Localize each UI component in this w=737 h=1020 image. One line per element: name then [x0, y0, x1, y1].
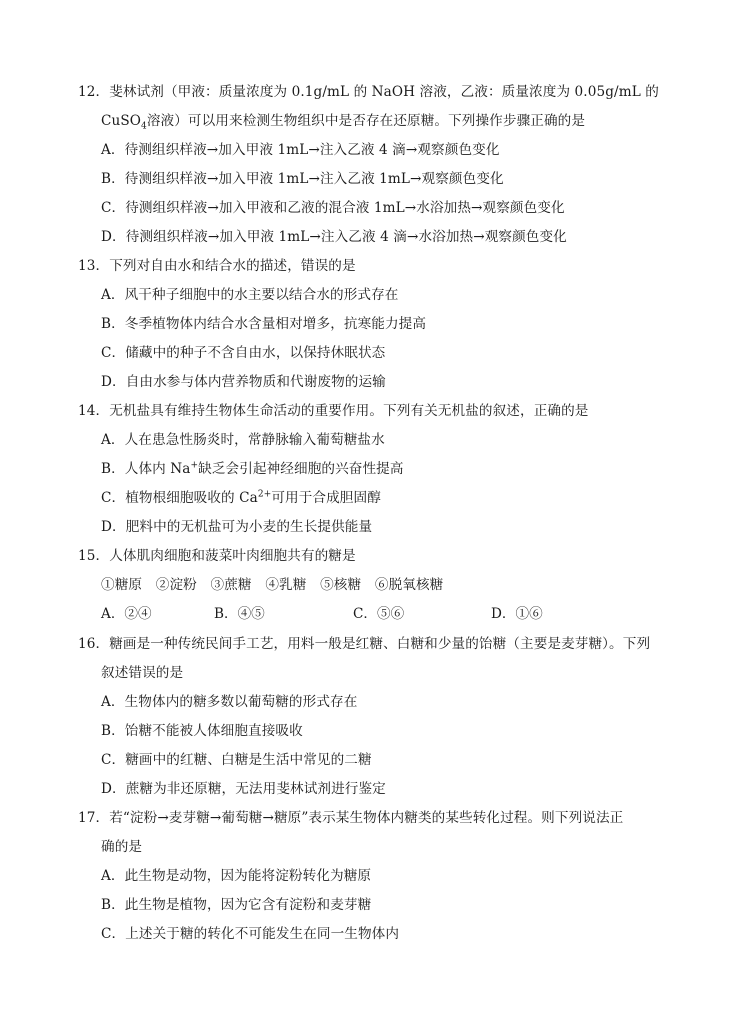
q16-option-d: D．蔗糖为非还原糖，无法用斐林试剂进行鉴定: [101, 781, 386, 797]
q16-option-a: A．生物体内的糖多数以葡萄糖的形式存在: [101, 694, 358, 710]
q12-stem-line2: CuSO$_4$溶液）可以用来检测生物组织中是否存在还原糖。下列操作步骤正确的是: [101, 113, 586, 132]
q12-option-c: C．待测组织样液→加入甲液和乙液的混合液 1mL→水浴加热→观察颜色变化: [101, 200, 565, 216]
q12-option-b: B．待测组织样液→加入甲液 1mL→注入乙液 1mL→观察颜色变化: [101, 171, 504, 187]
q14-option-a: A．人在患急性肠炎时，常静脉输入葡萄糖盐水: [101, 432, 385, 448]
q16-option-b: B．饴糖不能被人体细胞直接吸收: [101, 723, 303, 739]
q14-option-b: B．人体内 Na+缺乏会引起神经细胞的兴奋性提高: [101, 460, 404, 477]
q13-option-d: D．自由水参与体内营养物质和代谢废物的运输: [101, 374, 386, 390]
q15-stem: 15．人体肌肉细胞和菠菜叶肉细胞共有的糖是: [78, 548, 356, 564]
q14-stem: 14．无机盐具有维持生物体生命活动的重要作用。下列有关无机盐的叙述，正确的是: [78, 403, 589, 419]
q14-option-d: D．肥料中的无机盐可为小麦的生长提供能量: [101, 519, 373, 535]
q15-option-a: A．②④: [101, 606, 152, 622]
q17-option-a: A．此生物是动物，因为能将淀粉转化为糖原: [101, 868, 372, 884]
q12-stem-line1: 12．斐林试剂（甲液：质量浓度为 0.1g/mL 的 NaOH 溶液，乙液：质量浓度为 0.05g/mL 的: [78, 84, 659, 100]
q15-option-d: D．①⑥: [491, 606, 543, 622]
q15-option-b: B．④⑤: [214, 606, 265, 622]
q16-stem-line1: 16．糖画是一种传统民间手工艺，用料一般是红糖、白糖和少量的饴糖（主要是麦芽糖）。下列: [78, 636, 651, 652]
q16-option-c: C．糖画中的红糖、白糖是生活中常见的二糖: [101, 752, 372, 768]
q14-option-c: C．植物根细胞吸收的 $Ca^{2+}$可用于合成胆固醇: [101, 489, 381, 506]
q17-stem-line1: 17．若“淀粉→麦芽糖→葡萄糖→糖原”表示某生物体内糖类的某些转化过程。则下列说法正: [78, 810, 624, 826]
q15-option-c: C．⑤⑥: [353, 606, 405, 622]
q16-stem-line2: 叙述错误的是: [101, 665, 184, 681]
q17-option-c: C．上述关于糖的转化不可能发生在同一生物体内: [101, 926, 400, 942]
q17-stem-line2: 确的是: [101, 839, 143, 855]
q17-option-b: B．此生物是植物，因为它含有淀粉和麦芽糖: [101, 897, 372, 913]
q13-option-c: C．储藏中的种子不含自由水，以保持休眠状态: [101, 345, 386, 361]
q12-option-a: A．待测组织样液→加入甲液 1mL→注入乙液 4 滴→观察颜色变化: [101, 142, 500, 158]
q13-stem: 13．下列对自由水和结合水的描述，错误的是: [78, 258, 356, 274]
q15-items: ①糖原 ②淀粉 ③蔗糖 ④乳糖 ⑤核糖 ⑥脱氧核糖: [101, 577, 444, 593]
q13-option-b: B．冬季植物体内结合水含量相对增多，抗寒能力提高: [101, 316, 427, 332]
q13-option-a: A．风干种子细胞中的水主要以结合水的形式存在: [101, 287, 399, 303]
q12-option-d: D．待测组织样液→加入甲液 1mL→注入乙液 4 滴→水浴加热→观察颜色变化: [101, 229, 567, 245]
